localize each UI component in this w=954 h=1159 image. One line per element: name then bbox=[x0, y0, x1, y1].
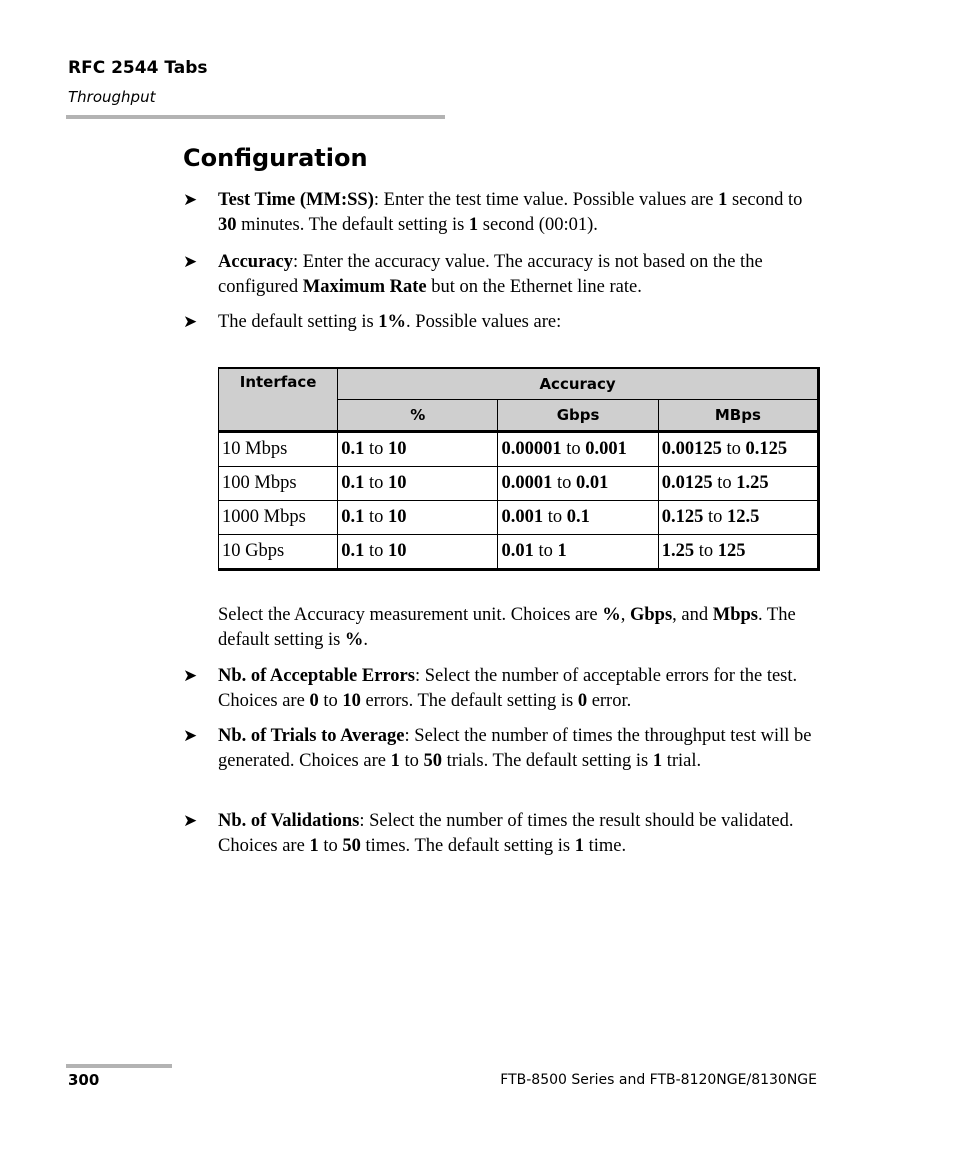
cell-interface: 10 Gbps bbox=[219, 535, 338, 570]
text-run: second to bbox=[727, 190, 803, 210]
bold-term: 1 bbox=[718, 190, 728, 210]
range-value: 0.1 bbox=[341, 473, 365, 493]
bullet-validations bbox=[183, 809, 823, 858]
text-run: , and bbox=[672, 605, 713, 625]
cell-mbps bbox=[658, 501, 818, 535]
text-run: : Select the number of acceptable errors for the test. Choices are bbox=[218, 666, 798, 711]
text-run: : Select the number of times the result should be validated. Choices are bbox=[218, 811, 794, 856]
range-value: 0.125 bbox=[745, 439, 788, 459]
range-value: 0.1 bbox=[566, 507, 590, 527]
range-connector: to bbox=[543, 507, 567, 527]
range-value: 10 bbox=[387, 473, 407, 493]
arrowhead-right-icon: ➤ bbox=[183, 666, 198, 686]
bullet-text bbox=[218, 664, 823, 713]
text-run: trial. bbox=[662, 750, 702, 771]
bold-term: 1 bbox=[390, 750, 400, 771]
range-value: 10 bbox=[387, 541, 407, 561]
bullet-text bbox=[218, 310, 823, 335]
text-run: . The default setting is bbox=[218, 605, 796, 650]
cell-mbps bbox=[658, 432, 818, 467]
running-header-title: RFC 2544 Tabs bbox=[68, 58, 208, 78]
text-run: errors. The default setting is bbox=[360, 690, 578, 711]
header-rule bbox=[66, 115, 445, 119]
range-value: 0.01 bbox=[501, 541, 534, 561]
text-run: times. The default setting is bbox=[360, 835, 575, 856]
cell-percent bbox=[338, 467, 498, 501]
header-mbps: MBps bbox=[658, 400, 818, 432]
bullet-default-setting bbox=[183, 310, 823, 335]
cell-mbps bbox=[658, 535, 818, 570]
bold-term: 0 bbox=[577, 690, 588, 711]
range-value: 0.1 bbox=[341, 507, 365, 527]
bold-term: Nb. of Acceptable Errors bbox=[218, 666, 415, 686]
bullet-text bbox=[218, 724, 823, 773]
text-run: Select the Accuracy measurement unit. Choices are bbox=[218, 605, 603, 625]
text-run: . Possible values are: bbox=[406, 312, 562, 332]
bold-term: 1 bbox=[574, 835, 584, 856]
range-value: 10 bbox=[387, 507, 407, 527]
arrowhead-right-icon: ➤ bbox=[183, 811, 198, 831]
range-value: 0.0001 bbox=[501, 473, 553, 493]
arrowhead-right-icon: ➤ bbox=[183, 190, 198, 210]
range-value: 0.125 bbox=[661, 507, 704, 527]
range-connector: to bbox=[533, 541, 558, 561]
bold-term: % bbox=[602, 605, 621, 625]
arrowhead-right-icon: ➤ bbox=[183, 252, 198, 272]
text-run: error. bbox=[587, 690, 632, 711]
bold-term: Nb. of Trials to Average bbox=[218, 726, 405, 746]
document-title: FTB-8500 Series and FTB-8120NGE/8130NGE bbox=[500, 1072, 817, 1088]
bold-term: 1% bbox=[378, 312, 407, 332]
text-run: , bbox=[620, 605, 630, 625]
bold-term: Accuracy bbox=[218, 252, 293, 272]
bold-term: Mbps bbox=[712, 605, 759, 625]
cell-percent bbox=[338, 432, 498, 467]
text-run: time. bbox=[584, 835, 627, 856]
table-row bbox=[219, 432, 819, 467]
range-value: 1 bbox=[557, 541, 567, 561]
bold-term: 1 bbox=[468, 214, 479, 235]
header-gbps: Gbps bbox=[498, 400, 658, 432]
cell-mbps bbox=[658, 467, 818, 501]
bold-term: 50 bbox=[342, 835, 361, 856]
range-value: 1.25 bbox=[661, 541, 695, 561]
cell-gbps bbox=[498, 432, 658, 467]
table-row bbox=[219, 467, 819, 501]
range-value: 0.001 bbox=[501, 507, 544, 527]
range-value: 0.001 bbox=[585, 439, 627, 459]
page-number: 300 bbox=[68, 1071, 100, 1089]
range-connector: to bbox=[561, 439, 586, 459]
cell-gbps bbox=[498, 467, 658, 501]
accuracy-table bbox=[218, 367, 820, 571]
text-run: : Select the number of times the throughput test will be generated. Choices are bbox=[218, 726, 812, 771]
bullet-test-time bbox=[183, 188, 823, 237]
text-run: : Enter the accuracy value. The accuracy is not based on the the configured bbox=[218, 252, 763, 297]
bullet-trials-to-average bbox=[183, 724, 823, 773]
range-value: 125 bbox=[717, 541, 746, 561]
range-value: 1.25 bbox=[736, 473, 769, 493]
bold-term: % bbox=[344, 629, 364, 650]
text-run: minutes. The default setting is bbox=[236, 214, 469, 235]
range-value: 0.1 bbox=[341, 541, 365, 561]
range-connector: to bbox=[721, 439, 746, 459]
running-header-subtitle: Throughput bbox=[68, 88, 156, 106]
range-value: 0.00125 bbox=[661, 439, 722, 459]
bold-term: Test Time (MM:SS) bbox=[218, 190, 374, 210]
table-row bbox=[219, 501, 819, 535]
bold-term: 30 bbox=[218, 214, 237, 235]
text-run: but on the Ethernet line rate. bbox=[426, 276, 642, 297]
cell-percent bbox=[338, 535, 498, 570]
bullet-text bbox=[218, 809, 823, 858]
text-run: : Enter the test time value. Possible values are bbox=[373, 190, 719, 210]
text-run: to bbox=[318, 835, 343, 856]
range-connector: to bbox=[694, 541, 718, 561]
arrowhead-right-icon: ➤ bbox=[183, 726, 198, 746]
bold-term: 10 bbox=[342, 690, 361, 711]
cell-gbps bbox=[498, 535, 658, 570]
text-run: The default setting is bbox=[218, 312, 379, 332]
bold-term: Gbps bbox=[630, 605, 673, 625]
bold-term: 1 bbox=[652, 750, 663, 771]
text-run: second (00:01). bbox=[478, 214, 598, 235]
text-run: to bbox=[399, 750, 424, 771]
range-value: 0.0125 bbox=[661, 473, 713, 493]
header-accuracy: Accuracy bbox=[338, 368, 819, 400]
bullet-text bbox=[218, 188, 823, 237]
range-connector: to bbox=[703, 507, 727, 527]
range-connector: to bbox=[364, 507, 388, 527]
bullet-acceptable-errors bbox=[183, 664, 823, 713]
bold-term: 50 bbox=[423, 750, 442, 771]
header-percent: % bbox=[338, 400, 498, 432]
cell-interface: 10 Mbps bbox=[219, 432, 338, 467]
cell-interface: 1000 Mbps bbox=[219, 501, 338, 535]
cell-percent bbox=[338, 501, 498, 535]
bold-term: 1 bbox=[309, 835, 319, 856]
text-run: . bbox=[363, 629, 369, 650]
text-run: trials. The default setting is bbox=[441, 750, 653, 771]
range-value: 10 bbox=[387, 439, 407, 459]
range-connector: to bbox=[712, 473, 737, 493]
section-title: Configuration bbox=[183, 144, 368, 172]
range-connector: to bbox=[364, 439, 388, 459]
header-interface: Interface bbox=[219, 368, 338, 432]
cell-interface: 100 Mbps bbox=[219, 467, 338, 501]
footer-rule bbox=[66, 1064, 172, 1068]
range-value: 0.01 bbox=[575, 473, 609, 493]
range-value: 0.1 bbox=[341, 439, 365, 459]
range-value: 0.00001 bbox=[501, 439, 562, 459]
text-run: to bbox=[318, 690, 343, 711]
range-connector: to bbox=[364, 541, 388, 561]
bullet-text bbox=[218, 250, 823, 299]
cell-gbps bbox=[498, 501, 658, 535]
bold-term: Maximum Rate bbox=[302, 276, 427, 297]
range-connector: to bbox=[364, 473, 388, 493]
bold-term: Nb. of Validations bbox=[218, 811, 360, 831]
range-connector: to bbox=[552, 473, 576, 493]
unit-paragraph bbox=[218, 603, 823, 652]
range-value: 12.5 bbox=[726, 507, 760, 527]
table-row bbox=[219, 535, 819, 570]
bullet-accuracy bbox=[183, 250, 823, 299]
bold-term: 0 bbox=[309, 690, 319, 711]
arrowhead-right-icon: ➤ bbox=[183, 312, 198, 332]
